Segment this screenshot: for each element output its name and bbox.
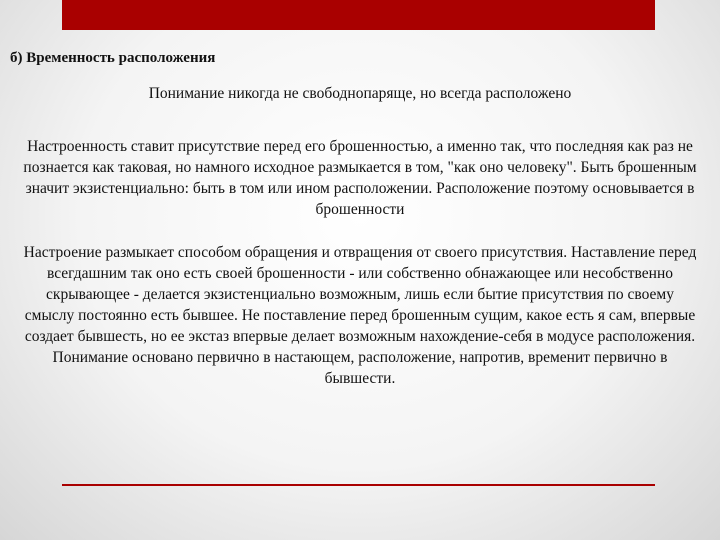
- paragraph-mood: Настроение размыкает способом обращения и отвращения от своего присутствия. Наставление перед всегдашним так оно есть своей брошенности - или собственно обнажающее или несобственно скрывающее - делается экзистенциально возможным, лишь если бытие присутствия по своему смыслу постоянно есть бывшее. Не поставление перед брошенным сущим, какое есть я сам, впервые создает бывшесть, но ее экстаз впервые делает возможным нахождение-себя в модусе расположения. Понимание основано первично в настающем, расположение, напротив, временит первично в бывшести.: [23, 244, 697, 387]
- paragraph-understanding: Понимание никогда не свободнопаряще, но всегда расположено: [148, 85, 572, 102]
- paragraph-attunement: Настроенность ставит присутствие перед его брошенностью, а именно так, что последняя как раз не познается как таковая, но намного исходное размыкается в том, "как оно человеку". Быть брошенным значит экзистенциально: быть в том или ином расположении. Расположение поэтому основывается в брошенности: [23, 138, 697, 218]
- section-heading: б) Временность расположения: [10, 50, 216, 66]
- bottom-accent-rule: [62, 484, 655, 486]
- top-accent-bar: [62, 0, 655, 30]
